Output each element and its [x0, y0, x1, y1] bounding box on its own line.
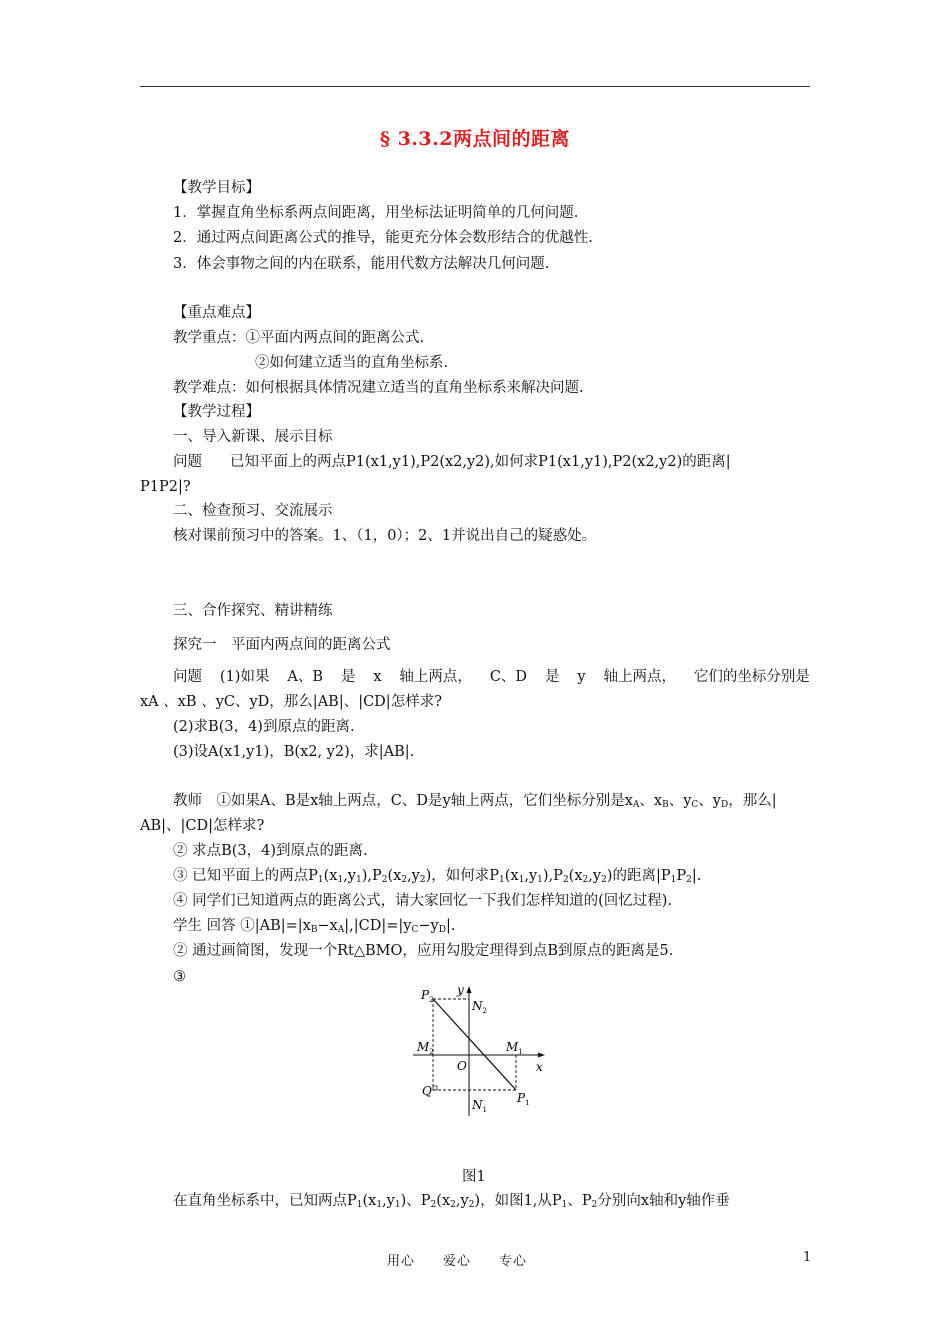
svg-text:Q [422, 1084, 432, 1098]
q-word: A、B [287, 669, 323, 685]
process-heading: 【教学过程】 [173, 404, 260, 420]
question-3: (3)设A(x1,y1)，B(x2, y2)，求|AB|. [173, 744, 415, 760]
section-1-heading: 一、导入新课、展示目标 [173, 429, 333, 445]
objectives-heading: 【教学目标】 [173, 180, 260, 196]
svg-text:P2: $P_2$ [421, 988, 434, 1004]
y-label: y [457, 983, 464, 997]
keypoints-heading: 【重点难点】 [173, 305, 260, 321]
q-word: (1)如果 [219, 669, 270, 685]
teacher-text: 教师 ①如果A、B是x轴上两点，C、D是y轴上两点，它们坐标分别是x [173, 793, 633, 809]
question-1-cont: xA 、xB 、yC、yD，那么|AB|、|CD|怎样求? [140, 694, 442, 710]
q-word: 是 [544, 669, 560, 685]
p1-label: P [517, 1091, 526, 1105]
teacher-line-1: 教师 ①如果A、B是x轴上两点，C、D是y轴上两点，它们坐标分别是$x_A$、$x_B$、$y_C$、$y_D$，那么| [173, 793, 777, 810]
section-1-problem [173, 452, 731, 472]
last-line-text: 在直角坐标系中，已知两点P [173, 1193, 357, 1209]
p2-label: P [421, 988, 430, 1002]
svg-text:N2: $N_2$ [472, 999, 487, 1015]
figure-caption: 图1 [462, 1169, 486, 1185]
x-axis-arrow [538, 1053, 545, 1058]
student-line-1: 学生 回答 $①|AB|=|x_B-x_A|,|CD|=|y_C-y_D|$. [173, 918, 456, 935]
teacher-line-2: ② 求点B(3，4)到原点的距离. [173, 843, 368, 859]
q-word: 是 [340, 669, 356, 685]
svg-text:P1: $P_1$ [517, 1091, 530, 1107]
n1-label: N [472, 1098, 483, 1112]
student-line-2: ② 通过画简图，发现一个Rt△BMO，应用勾股定理得到点B到原点的距离是5. [173, 943, 674, 959]
difficulty-line: 教学难点：如何根据具体情况建立适当的直角坐标系来解决问题. [173, 380, 584, 396]
q-label: Q [422, 1084, 432, 1098]
svg-text:y [456, 983, 464, 997]
last-paragraph-line: 在直角坐标系中，已知两点$P_1(x_1,y_1)$、$P_2(x_2,y_2)$，如图1,从$P_1$、$P_2$分别向x轴和y轴作垂 [173, 1193, 730, 1210]
q-word: 轴上两点， [603, 669, 676, 685]
page-footer: 用心 爱心 专心 [387, 1254, 528, 1269]
n2-label: N [472, 999, 483, 1013]
problem-text: 已知平面上的两点P1(x1,y1),P2(x2,y2),如何求P1(x1,y1),P2(x2,y2)的距离| [230, 454, 731, 470]
question-1 [173, 667, 810, 687]
problem-label: 问题 [173, 454, 202, 470]
q-word: 它们的坐标分别是 [693, 669, 810, 685]
svg-text:M1: $M_1$ [506, 1040, 523, 1056]
objective-item-3: 3．体会事物之间的内在联系，能用代数方法解决几何问题. [173, 256, 550, 272]
header-rule [140, 86, 810, 87]
m1-label: M [506, 1040, 519, 1054]
section-2-text: 核对课前预习中的答案。1、（1，0）；2、1并说出自己的疑惑处。 [173, 528, 597, 544]
page-number: 1 [803, 1250, 812, 1265]
objective-item-2: 2．通过两点间距离公式的推导，能更充分体会数形结合的优越性. [173, 230, 593, 246]
coordinate-figure [405, 982, 555, 1122]
teacher-line-4: ④ 同学们已知道两点的距离公式，请大家回忆一下我们怎样知道的(回忆过程). [173, 893, 673, 909]
origin-label: O [457, 1059, 467, 1073]
y-axis-arrow [467, 986, 472, 993]
svg-text:M2: $M_2$ [417, 1040, 434, 1056]
q-word: 轴上两点， [399, 669, 472, 685]
q-word: C、D [489, 669, 528, 685]
section-2-heading: 二、检查预习、交流展示 [173, 503, 333, 519]
student-line-3: ③ [173, 969, 186, 985]
q-word: y [577, 669, 586, 685]
explore-title: 探究一 平面内两点间的距离公式 [173, 637, 391, 653]
q-word: 问题 [173, 669, 202, 685]
q-word: x [373, 669, 382, 685]
svg-text:N1: $N_1$ [472, 1098, 487, 1114]
teacher-line-1-cont: AB|、|CD|怎样求? [140, 818, 265, 834]
svg-text:O [457, 1059, 467, 1073]
section-3-heading: 三、合作探究、精讲精练 [173, 603, 333, 619]
focus-line-2: ②如何建立适当的直角坐标系. [255, 355, 449, 371]
x-label: x [536, 1060, 543, 1074]
focus-line-1: 教学重点：①平面内两点间的距离公式. [173, 330, 425, 346]
page-title: § 3.3.2两点间的距离 [380, 128, 570, 150]
right-angle-mark [433, 1086, 437, 1090]
question-2: (2)求B(3，4)到原点的距离. [173, 719, 355, 735]
section-1-problem-cont: P1P2|? [140, 479, 191, 495]
svg-text:x [536, 1060, 543, 1074]
objective-item-1: 1．掌握直角坐标系两点间距离，用坐标法证明简单的几何问题. [173, 205, 579, 221]
teacher-line-3: ③ 已知平面上的两点$P_1(x_1,y_1),P_2(x_2,y_2)$，如何求$P_1(x_1,y_1),P_2(x_2,y_2)$的距离$|P_1P_2|$. [173, 868, 702, 885]
m2-label: M [417, 1040, 430, 1054]
